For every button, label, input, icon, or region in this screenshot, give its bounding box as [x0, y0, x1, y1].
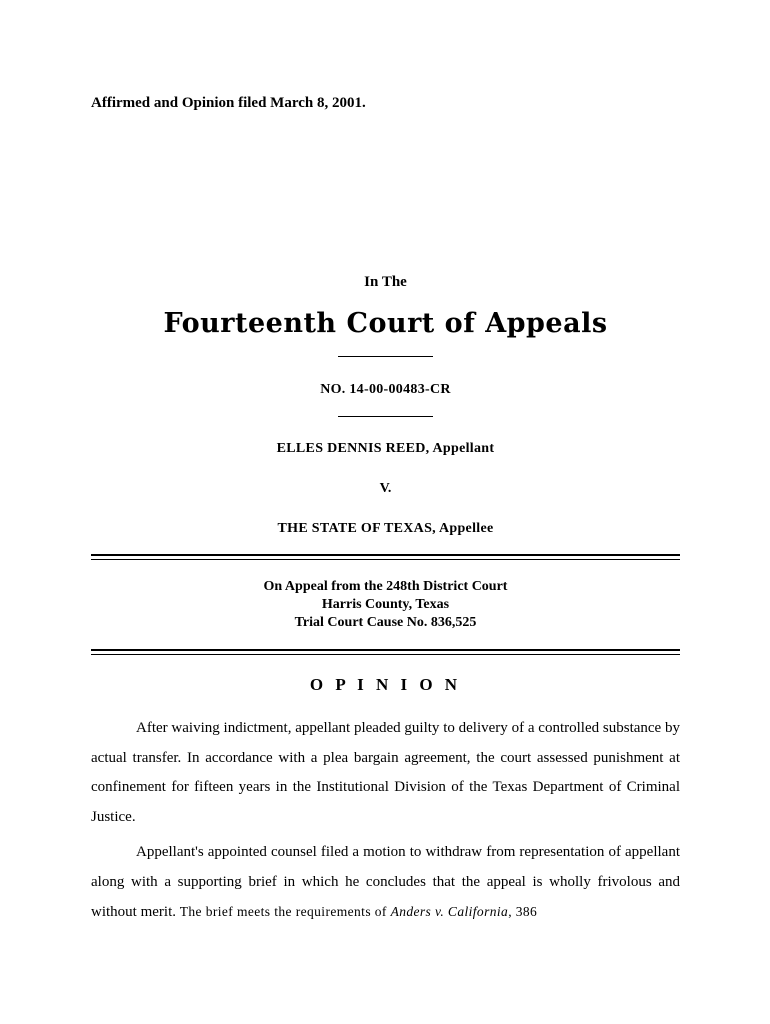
double-rule-bottom [91, 649, 680, 655]
paragraph-2-brief-text: The brief meets the requirements of [179, 904, 387, 919]
double-rule-top [91, 554, 680, 560]
case-number: NO. 14-00-00483-CR [320, 382, 451, 397]
in-the-label: In The [364, 274, 407, 290]
caption-divider-bottom [338, 416, 433, 417]
versus-label: V. [379, 481, 392, 496]
filed-date-line: Affirmed and Opinion filed March 8, 2001. [91, 95, 366, 111]
appellee-party: THE STATE OF TEXAS, Appellee [277, 521, 494, 536]
opinion-paragraph-1: After waiving indictment, appellant pleaded guilty to delivery of a controlled substance by actual transfer. In accordance with a plea bargain agreement, the court assessed punishment at confinement for fifteen years in the Institutional Division of the Texas Department of Criminal Justice. [91, 720, 680, 825]
appellant-party: ELLES DENNIS REED, Appellant [276, 441, 495, 456]
appeal-info [91, 578, 680, 632]
caption-divider-top [338, 356, 433, 357]
citation-volume: , 386 [508, 904, 538, 919]
case-citation: Anders v. California [390, 904, 509, 919]
paragraph-2-text: Appellant's appointed counsel filed a motion to withdraw from representation of appellant along with a supporting brief in which he concludes that the appeal is wholly frivolous and without merit. [91, 844, 680, 920]
trial-cause-line: Trial Court Cause No. 836,525 [294, 615, 477, 630]
court-name: Fourteenth Court of Appeals [163, 308, 608, 339]
opinion-heading: O P I N I O N [309, 675, 462, 694]
opinion-paragraph-2 [91, 838, 680, 928]
appeal-court-line: On Appeal from the 248th District Court [263, 579, 508, 594]
opinion-body [91, 714, 680, 934]
appeal-county-line: Harris County, Texas [321, 597, 450, 612]
